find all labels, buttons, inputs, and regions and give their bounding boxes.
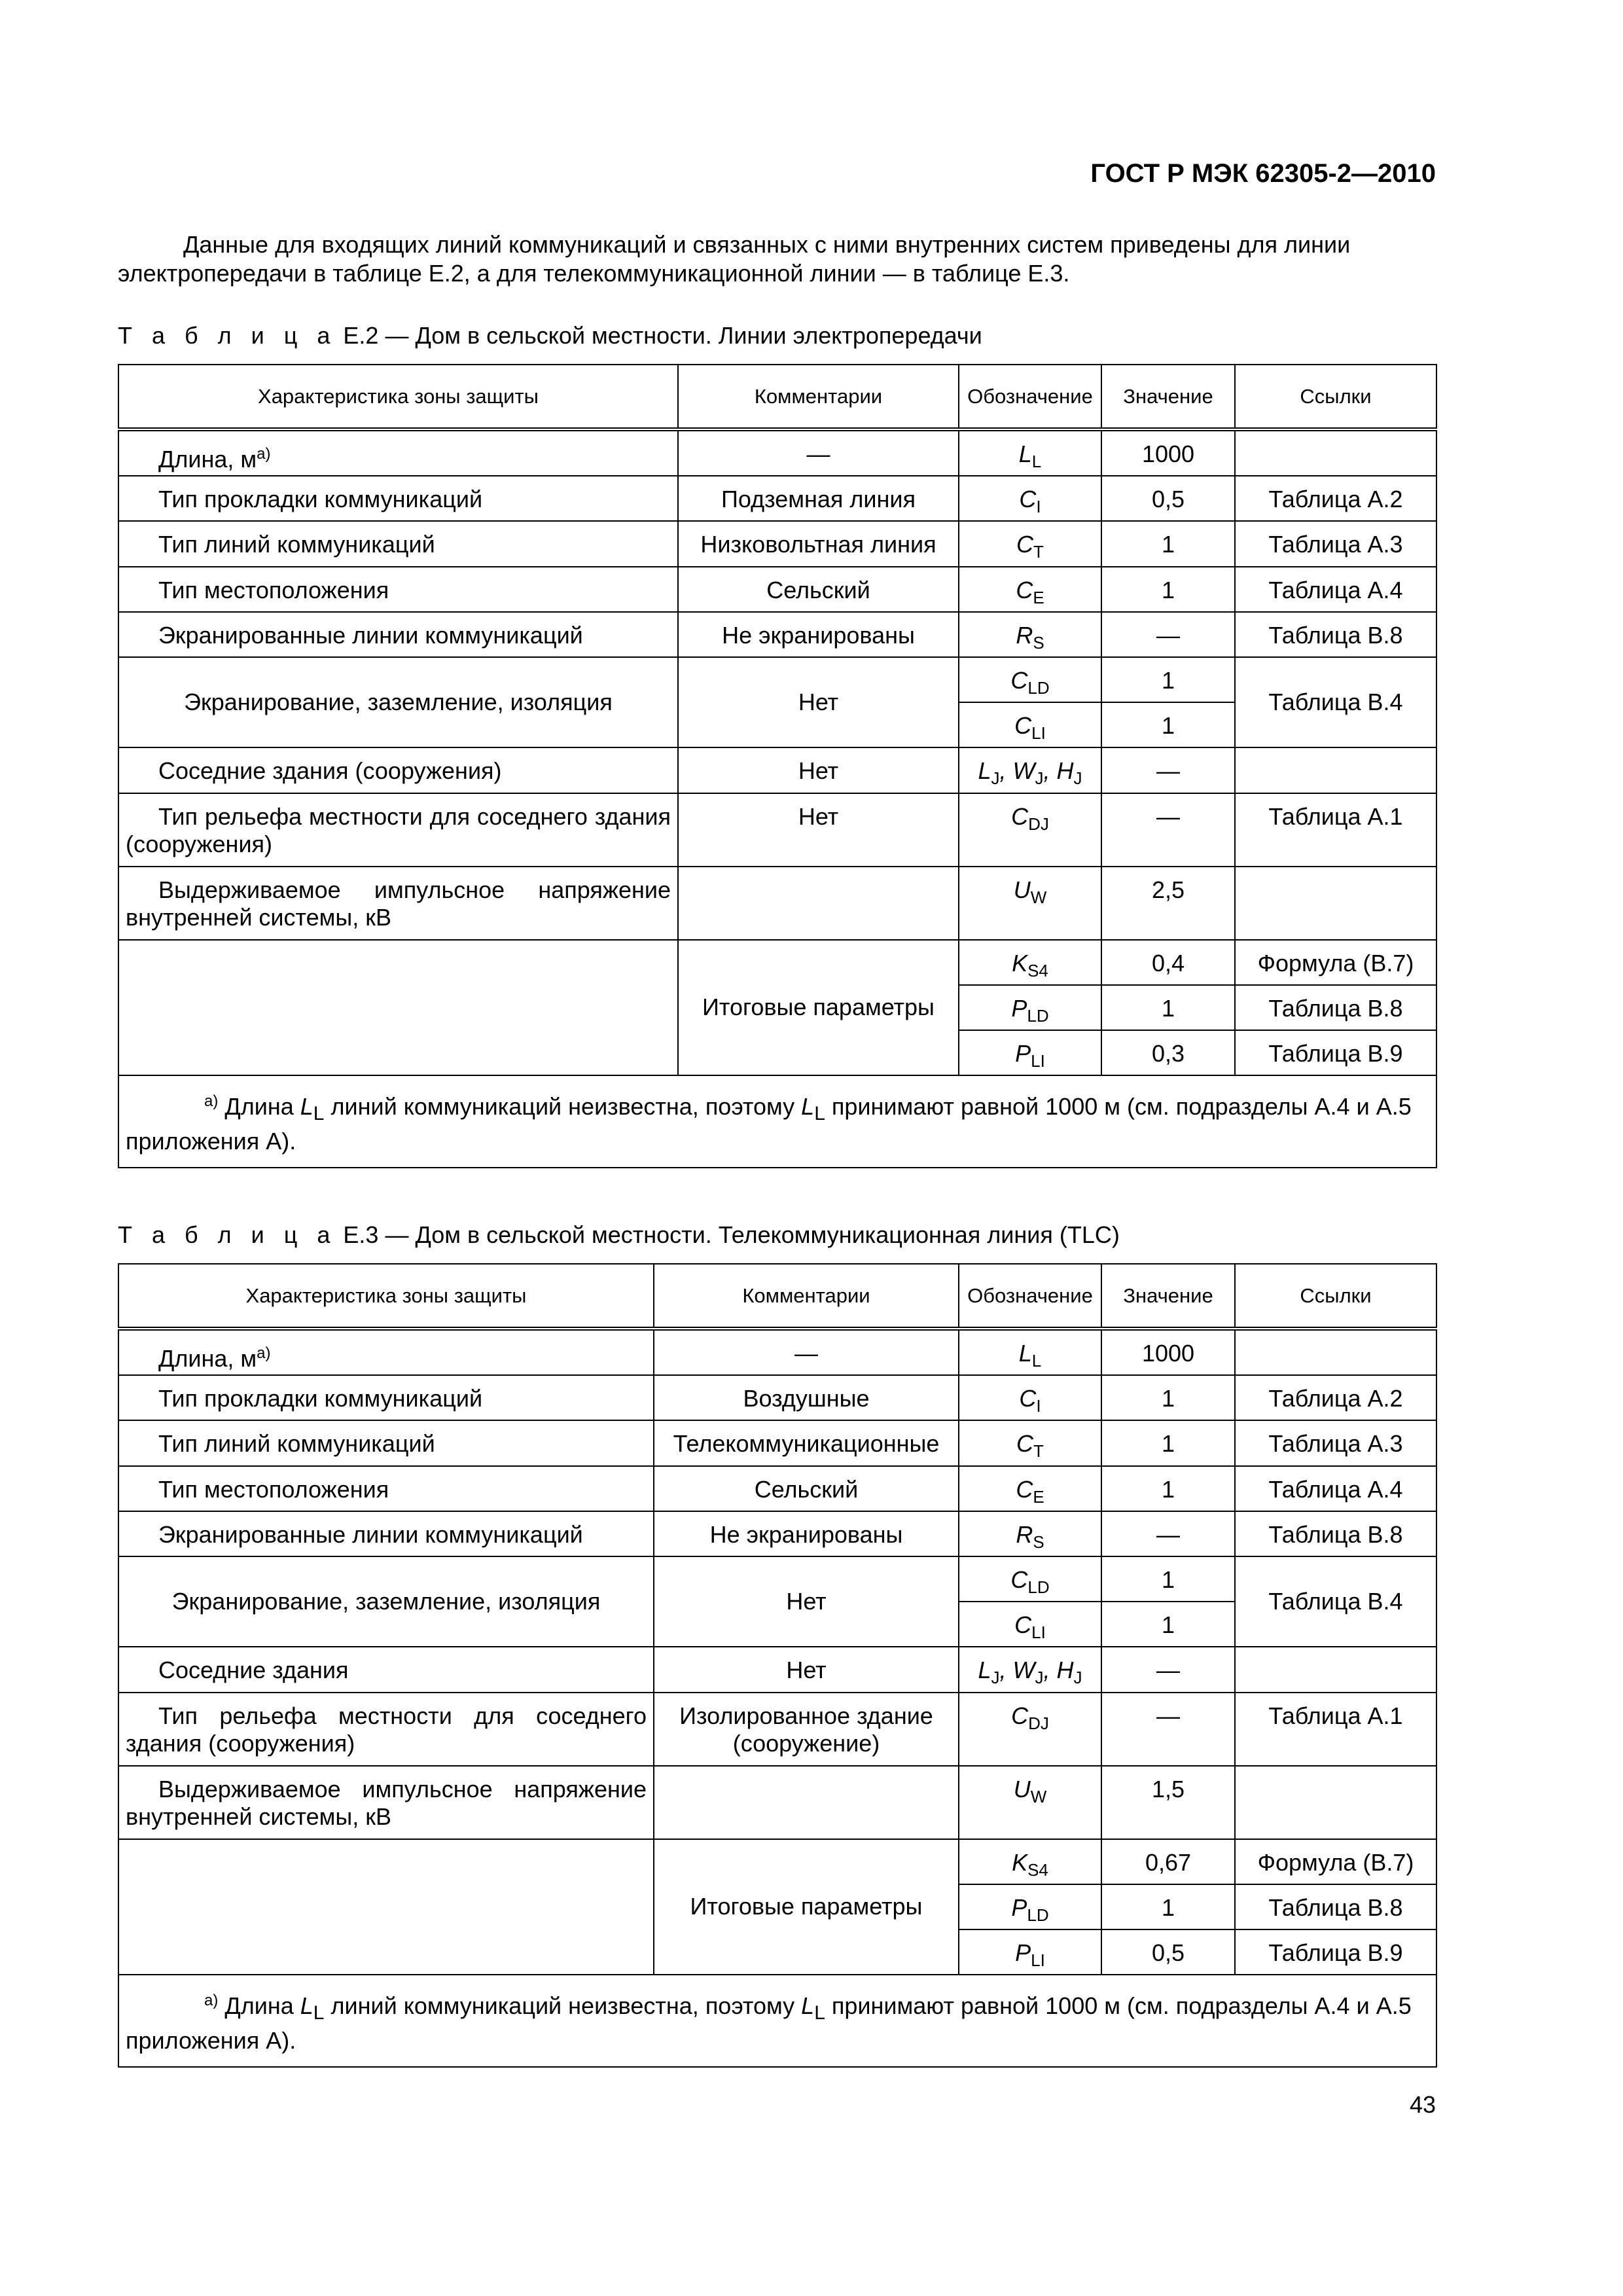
cell-value: 1	[1101, 1420, 1235, 1465]
table-row	[118, 867, 1436, 940]
table-row	[118, 1420, 1436, 1465]
table-row	[118, 793, 1436, 867]
cell-symbol: $P_{LI}$	[959, 1929, 1101, 1975]
cell-reference	[1235, 1329, 1436, 1375]
cell-value: —	[1101, 747, 1235, 793]
header-symbol: Обозначение	[959, 1264, 1101, 1329]
table-header-row	[118, 1264, 1436, 1329]
cell-value: 1	[1101, 1556, 1235, 1602]
cell-reference	[1235, 1647, 1436, 1692]
cell-comment: Нет	[654, 1647, 959, 1692]
cell-characteristic: Длина, $м^{а)}$	[118, 429, 678, 476]
cell-symbol: $C_E$	[959, 1466, 1101, 1511]
cell-value: 1	[1101, 985, 1235, 1030]
cell-characteristic-empty	[118, 1839, 654, 1975]
cell-reference: Таблица В.9	[1235, 1030, 1436, 1075]
cell-comment	[654, 1766, 959, 1839]
cell-comment: Нет	[654, 1556, 959, 1647]
cell-reference: Таблица А.4	[1235, 1466, 1436, 1511]
header-characteristic: Характеристика зоны защиты	[118, 1264, 654, 1329]
cell-reference	[1235, 429, 1436, 476]
table-footnote-row	[118, 1075, 1436, 1168]
cell-value: 1	[1101, 657, 1235, 702]
table-row	[118, 567, 1436, 612]
cell-comment: Итоговые параметры	[654, 1839, 959, 1975]
table-row	[118, 521, 1436, 566]
cell-symbol: $C_{LI}$	[959, 1602, 1101, 1647]
cell-value: 2,5	[1101, 867, 1235, 940]
cell-value: 1	[1101, 1602, 1235, 1647]
cell-symbol: $C_E$	[959, 567, 1101, 612]
cell-value: —	[1101, 612, 1235, 657]
cell-value: —	[1101, 793, 1235, 867]
cell-value: 0,3	[1101, 1030, 1235, 1075]
cell-value: 1	[1101, 521, 1235, 566]
table-row	[118, 612, 1436, 657]
header-characteristic: Характеристика зоны защиты	[118, 365, 678, 429]
cell-symbol: $L_J$, $W_J$, $H_J$	[959, 1647, 1101, 1692]
cell-reference: Таблица А.4	[1235, 567, 1436, 612]
cell-reference: Формула (В.7)	[1235, 940, 1436, 985]
cell-characteristic: Соседние здания	[118, 1647, 654, 1692]
table-row	[118, 1329, 1436, 1375]
cell-reference: Таблица А.3	[1235, 1420, 1436, 1465]
cell-value: 0,67	[1101, 1839, 1235, 1884]
cell-comment: Нет	[678, 793, 959, 867]
cell-reference: Формула (В.7)	[1235, 1839, 1436, 1884]
cell-characteristic: Тип местоположения	[118, 567, 678, 612]
cell-reference: Таблица А.3	[1235, 521, 1436, 566]
cell-symbol: $L_L$	[959, 1329, 1101, 1375]
cell-characteristic: Тип местоположения	[118, 1466, 654, 1511]
cell-symbol: $U_W$	[959, 1766, 1101, 1839]
table-row	[118, 1647, 1436, 1692]
cell-comment: Телекоммуникационные	[654, 1420, 959, 1465]
cell-characteristic: Тип прокладки коммуникаций	[118, 476, 678, 521]
header-symbol: Обозначение	[959, 365, 1101, 429]
table-footnote-row	[118, 1975, 1436, 2067]
cell-characteristic-empty	[118, 940, 678, 1076]
cell-symbol: $L_J$, $W_J$, $H_J$	[959, 747, 1101, 793]
cell-reference: Таблица В.4	[1235, 1556, 1436, 1647]
cell-reference: Таблица В.8	[1235, 1511, 1436, 1556]
intro-paragraph	[118, 230, 1436, 288]
cell-comment: Сельский	[678, 567, 959, 612]
cell-reference: Таблица А.1	[1235, 793, 1436, 867]
table-row	[118, 1511, 1436, 1556]
cell-reference: Таблица А.2	[1235, 1375, 1436, 1420]
cell-value: 1000	[1101, 429, 1235, 476]
cell-value: —	[1101, 1647, 1235, 1692]
cell-characteristic: Длина, $м^{а)}$	[118, 1329, 654, 1375]
cell-reference	[1235, 867, 1436, 940]
cell-comment: Сельский	[654, 1466, 959, 1511]
table-e3-caption	[118, 1221, 1120, 1249]
table-row	[118, 1556, 1436, 1602]
cell-value: 0,4	[1101, 940, 1235, 985]
table-row	[118, 1693, 1436, 1766]
cell-comment: Воздушные	[654, 1375, 959, 1420]
cell-comment: Итоговые параметры	[678, 940, 959, 1076]
header-references: Ссылки	[1235, 365, 1436, 429]
cell-value: 0,5	[1101, 1929, 1235, 1975]
cell-characteristic: Экранирование, заземление, изоляция	[118, 657, 678, 747]
table-caption-prefix: Т а б л и ц а	[118, 322, 337, 349]
cell-value: 1,5	[1101, 1766, 1235, 1839]
table-caption-title: Е.2 — Дом в сельской местности. Линии электропередачи	[343, 322, 982, 349]
table-footnote: $^{а)}$ Длина $L_L$ линий коммуникаций неизвестна, поэтому $L_L$ принимают равной 1000 м (см. подразделы А.4 и А.5 приложения А).	[118, 1975, 1436, 2067]
table-row	[118, 657, 1436, 702]
cell-comment: —	[678, 429, 959, 476]
header-value: Значение	[1101, 1264, 1235, 1329]
cell-reference: Таблица В.8	[1235, 612, 1436, 657]
cell-symbol: $C_I$	[959, 1375, 1101, 1420]
cell-value: 1000	[1101, 1329, 1235, 1375]
cell-comment: Подземная линия	[678, 476, 959, 521]
cell-symbol: $P_{LI}$	[959, 1030, 1101, 1075]
table-row	[118, 747, 1436, 793]
table-e2-caption	[118, 322, 982, 350]
cell-value: 1	[1101, 1375, 1235, 1420]
cell-symbol: $P_{LD}$	[959, 1884, 1101, 1929]
table-row	[118, 1766, 1436, 1839]
cell-value: 1	[1101, 567, 1235, 612]
cell-symbol: $C_T$	[959, 521, 1101, 566]
page-number: 43	[1409, 2091, 1436, 2118]
cell-symbol: $C_{LD}$	[959, 1556, 1101, 1602]
table-row	[118, 1375, 1436, 1420]
cell-symbol: $R_S$	[959, 1511, 1101, 1556]
table-e2	[118, 364, 1437, 1168]
cell-value: 1	[1101, 1884, 1235, 1929]
table-row	[118, 940, 1436, 985]
table-row	[118, 476, 1436, 521]
cell-symbol: $C_{LD}$	[959, 657, 1101, 702]
cell-comment: Низковольтная линия	[678, 521, 959, 566]
cell-characteristic: Соседние здания (сооружения)	[118, 747, 678, 793]
cell-characteristic: Выдерживаемое импульсное напряжение внутренней системы, кВ	[118, 1766, 654, 1839]
table-caption-prefix: Т а б л и ц а	[118, 1221, 337, 1248]
cell-value: 0,5	[1101, 476, 1235, 521]
cell-comment: Не экранированы	[678, 612, 959, 657]
table-e3	[118, 1263, 1437, 2068]
cell-symbol: $R_S$	[959, 612, 1101, 657]
cell-characteristic: Выдерживаемое импульсное напряжение внутренней системы, кВ	[118, 867, 678, 940]
cell-reference: Таблица В.9	[1235, 1929, 1436, 1975]
cell-reference	[1235, 747, 1436, 793]
intro-text: Данные для входящих линий коммуникаций и связанных с ними внутренних систем приведены для линии электропередачи в таблице Е.2, а для телекоммуникационной линии — в таблице Е.3.	[118, 231, 1351, 287]
table-caption-title: Е.3 — Дом в сельской местности. Телекоммуникационная линия (TLC)	[343, 1221, 1120, 1248]
cell-characteristic: Тип прокладки коммуникаций	[118, 1375, 654, 1420]
table-header-row	[118, 365, 1436, 429]
cell-symbol: $L_L$	[959, 429, 1101, 476]
cell-comment: Не экранированы	[654, 1511, 959, 1556]
cell-reference: Таблица В.8	[1235, 1884, 1436, 1929]
cell-reference: Таблица В.4	[1235, 657, 1436, 747]
cell-comment: Нет	[678, 747, 959, 793]
cell-comment: Нет	[678, 657, 959, 747]
header-references: Ссылки	[1235, 1264, 1436, 1329]
cell-reference: Таблица А.1	[1235, 1693, 1436, 1766]
header-comments: Комментарии	[654, 1264, 959, 1329]
cell-characteristic: Тип линий коммуникаций	[118, 521, 678, 566]
cell-characteristic: Экранированные линии коммуникаций	[118, 612, 678, 657]
cell-characteristic: Экранирование, заземление, изоляция	[118, 1556, 654, 1647]
cell-reference: Таблица А.2	[1235, 476, 1436, 521]
cell-symbol: $C_{DJ}$	[959, 1693, 1101, 1766]
cell-symbol: $C_{LI}$	[959, 702, 1101, 747]
cell-symbol: $P_{LD}$	[959, 985, 1101, 1030]
cell-value: 1	[1101, 1466, 1235, 1511]
cell-reference: Таблица В.8	[1235, 985, 1436, 1030]
cell-characteristic: Тип рельефа местности для соседнего здания (сооружения)	[118, 793, 678, 867]
cell-reference	[1235, 1766, 1436, 1839]
cell-characteristic: Тип рельефа местности для соседнего здания (сооружения)	[118, 1693, 654, 1766]
table-row	[118, 1466, 1436, 1511]
cell-comment: Изолированное здание (сооружение)	[654, 1693, 959, 1766]
cell-symbol: $K_{S4}$	[959, 1839, 1101, 1884]
cell-symbol: $K_{S4}$	[959, 940, 1101, 985]
cell-symbol: $U_W$	[959, 867, 1101, 940]
header-value: Значение	[1101, 365, 1235, 429]
cell-comment: —	[654, 1329, 959, 1375]
table-row	[118, 1839, 1436, 1884]
cell-characteristic: Экранированные линии коммуникаций	[118, 1511, 654, 1556]
cell-comment	[678, 867, 959, 940]
cell-characteristic: Тип линий коммуникаций	[118, 1420, 654, 1465]
table-footnote: $^{а)}$ Длина $L_L$ линий коммуникаций неизвестна, поэтому $L_L$ принимают равной 1000 м (см. подразделы А.4 и А.5 приложения А).	[118, 1075, 1436, 1168]
cell-value: —	[1101, 1693, 1235, 1766]
cell-symbol: $C_{DJ}$	[959, 793, 1101, 867]
cell-symbol: $C_T$	[959, 1420, 1101, 1465]
cell-symbol: $C_I$	[959, 476, 1101, 521]
cell-value: 1	[1101, 702, 1235, 747]
table-row	[118, 429, 1436, 476]
document-id: ГОСТ Р МЭК 62305-2—2010	[1090, 159, 1436, 188]
header-comments: Комментарии	[678, 365, 959, 429]
cell-value: —	[1101, 1511, 1235, 1556]
